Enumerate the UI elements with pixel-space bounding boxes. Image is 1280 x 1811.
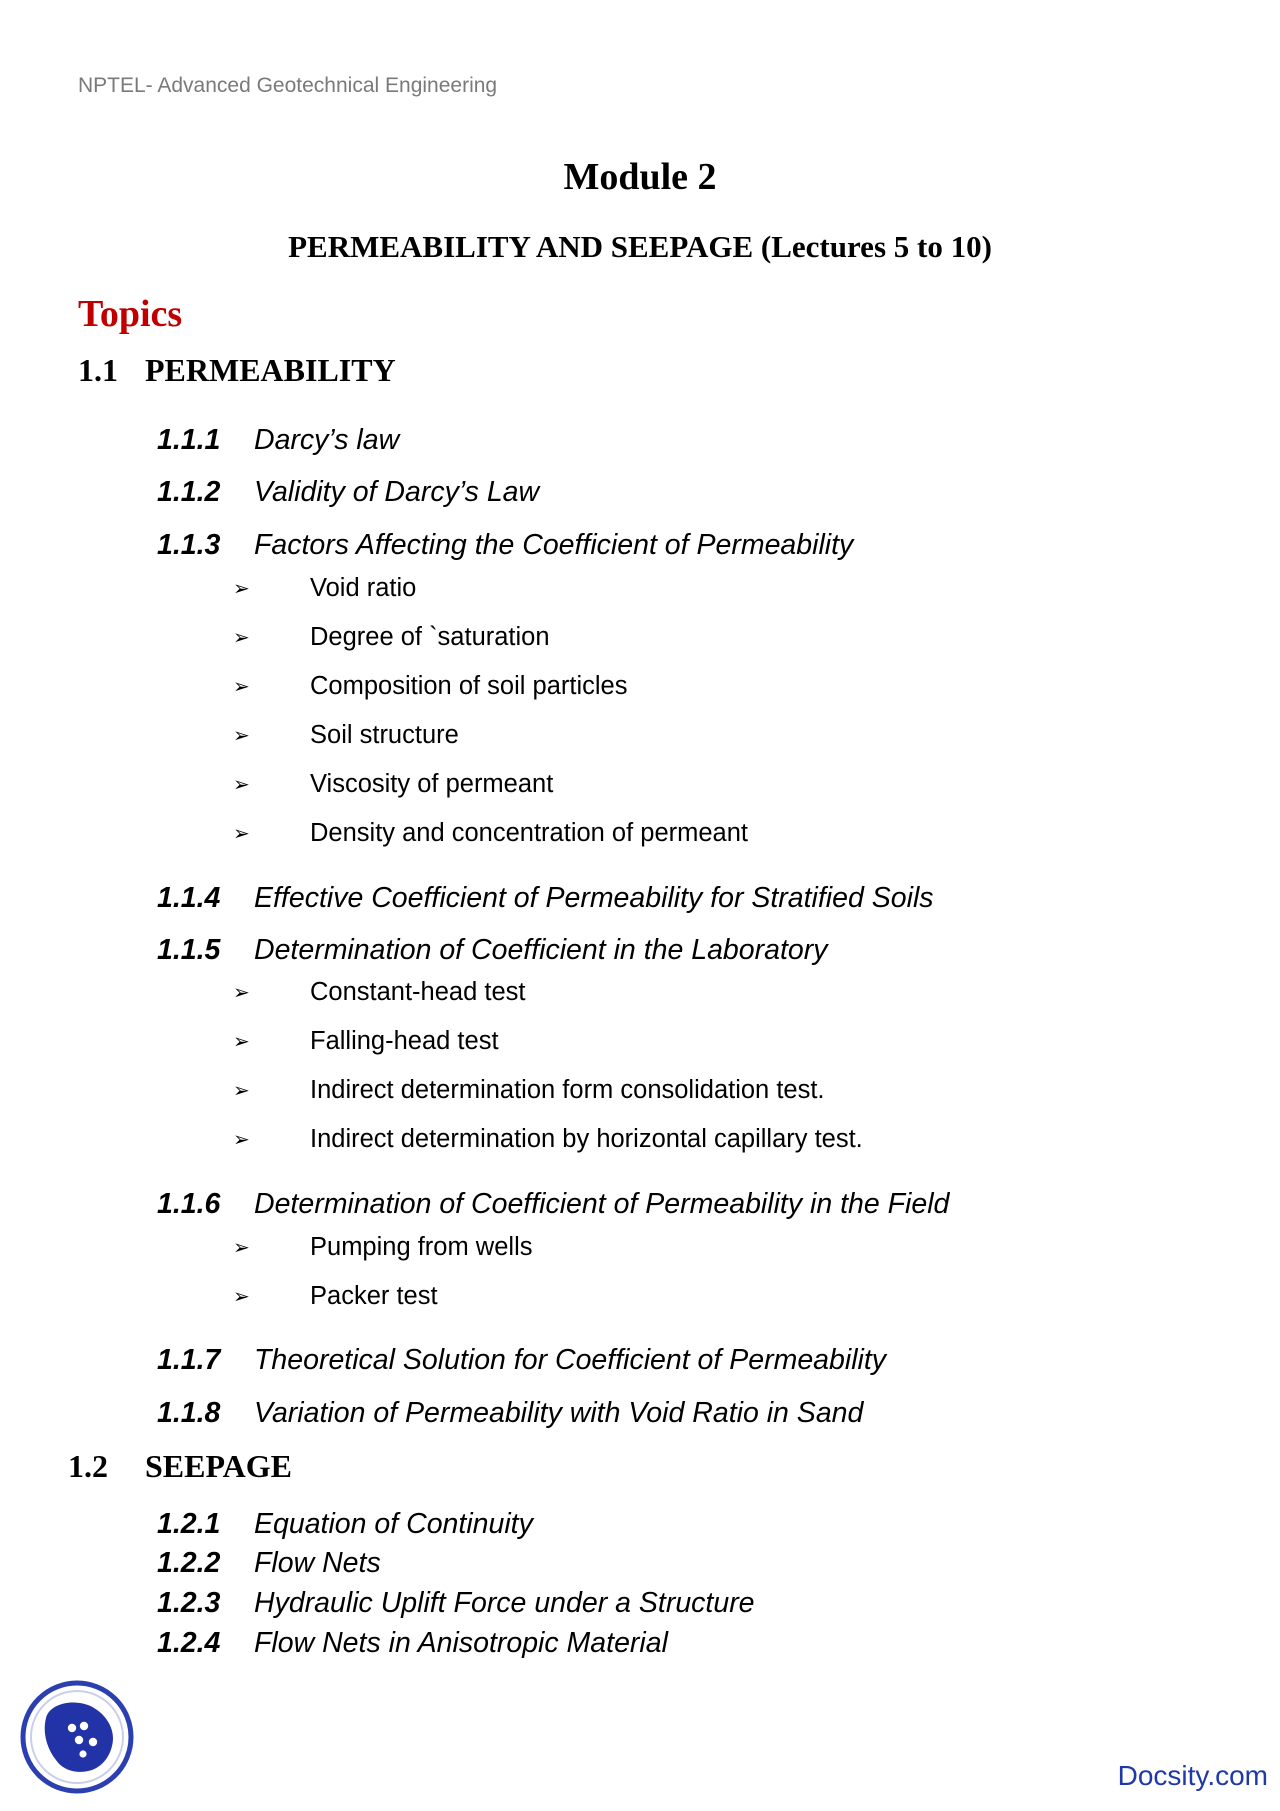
- topics-heading: Topics: [78, 293, 183, 335]
- subsection-label: Variation of Permeability with Void Ratio in Sand: [254, 1397, 864, 1429]
- subsection-number: 1.1.8: [157, 1397, 221, 1429]
- subsection-label: Effective Coefficient of Permeability for Stratified Soils: [254, 882, 934, 914]
- arrow-bullet-icon: ➢: [233, 1080, 250, 1102]
- bullet-label: Soil structure: [310, 721, 459, 749]
- subsection-label: Flow Nets: [254, 1547, 381, 1579]
- subsection-number: 1.1.7: [157, 1344, 221, 1376]
- bullet-label: Void ratio: [310, 574, 417, 602]
- subsection-label: Hydraulic Uplift Force under a Structure: [254, 1587, 755, 1619]
- docsity-logo-icon: [20, 1680, 135, 1795]
- subsection-number: 1.1.3: [157, 529, 221, 561]
- subsection-label: Theoretical Solution for Coefficient of Permeability: [254, 1344, 887, 1376]
- subsection-number: 1.2.2: [157, 1547, 221, 1579]
- arrow-bullet-icon: ➢: [233, 578, 250, 600]
- bullet-label: Indirect determination by horizontal capillary test.: [310, 1125, 863, 1153]
- bullet-label: Falling-head test: [310, 1027, 499, 1055]
- docsity-brand-link[interactable]: Docsity.com: [1117, 1760, 1268, 1791]
- subsection-label: Equation of Continuity: [254, 1508, 533, 1540]
- bullet-label: Packer test: [310, 1282, 438, 1310]
- subsection-label: Flow Nets in Anisotropic Material: [254, 1627, 668, 1659]
- subsection-label: Determination of Coefficient of Permeability in the Field: [254, 1188, 950, 1220]
- arrow-bullet-icon: ➢: [233, 823, 250, 845]
- arrow-bullet-icon: ➢: [233, 725, 250, 747]
- subsection-number: 1.1.4: [157, 882, 221, 914]
- subsection-label: Darcy’s law: [254, 424, 400, 456]
- bullet-label: Indirect determination form consolidation test.: [310, 1076, 825, 1104]
- subsection-number: 1.2.1: [157, 1508, 221, 1540]
- arrow-bullet-icon: ➢: [233, 1237, 250, 1259]
- subsection-number: 1.1.6: [157, 1188, 221, 1220]
- arrow-bullet-icon: ➢: [233, 1286, 250, 1308]
- section-label: SEEPAGE: [145, 1448, 292, 1484]
- subsection-number: 1.2.3: [157, 1587, 221, 1619]
- subsection-label: Determination of Coefficient in the Laboratory: [254, 934, 828, 966]
- subsection-number: 1.2.4: [157, 1627, 221, 1659]
- module-subtitle: PERMEABILITY AND SEEPAGE (Lectures 5 to 10): [288, 229, 992, 264]
- subsection-number: 1.1.1: [157, 424, 221, 456]
- subsection-number: 1.1.5: [157, 934, 221, 966]
- bullet-label: Composition of soil particles: [310, 672, 628, 700]
- subsection-label: Factors Affecting the Coefficient of Permeability: [254, 529, 854, 561]
- arrow-bullet-icon: ➢: [233, 982, 250, 1004]
- bullet-label: Constant-head test: [310, 978, 526, 1006]
- arrow-bullet-icon: ➢: [233, 676, 250, 698]
- bullet-label: Pumping from wells: [310, 1233, 533, 1261]
- arrow-bullet-icon: ➢: [233, 774, 250, 796]
- bullet-label: Density and concentration of permeant: [310, 819, 749, 847]
- section-number: 1.1: [78, 352, 118, 388]
- section-number: 1.2: [68, 1448, 108, 1484]
- arrow-bullet-icon: ➢: [233, 627, 250, 649]
- bullet-label: Viscosity of permeant: [310, 770, 554, 798]
- module-title: Module 2: [563, 156, 717, 198]
- arrow-bullet-icon: ➢: [233, 1031, 250, 1053]
- bullet-label: Degree of `saturation: [310, 623, 550, 651]
- section-label: PERMEABILITY: [145, 352, 396, 388]
- page-header: NPTEL- Advanced Geotechnical Engineering: [78, 74, 498, 97]
- subsection-label: Validity of Darcy’s Law: [254, 476, 540, 508]
- subsection-number: 1.1.2: [157, 476, 221, 508]
- arrow-bullet-icon: ➢: [233, 1129, 250, 1151]
